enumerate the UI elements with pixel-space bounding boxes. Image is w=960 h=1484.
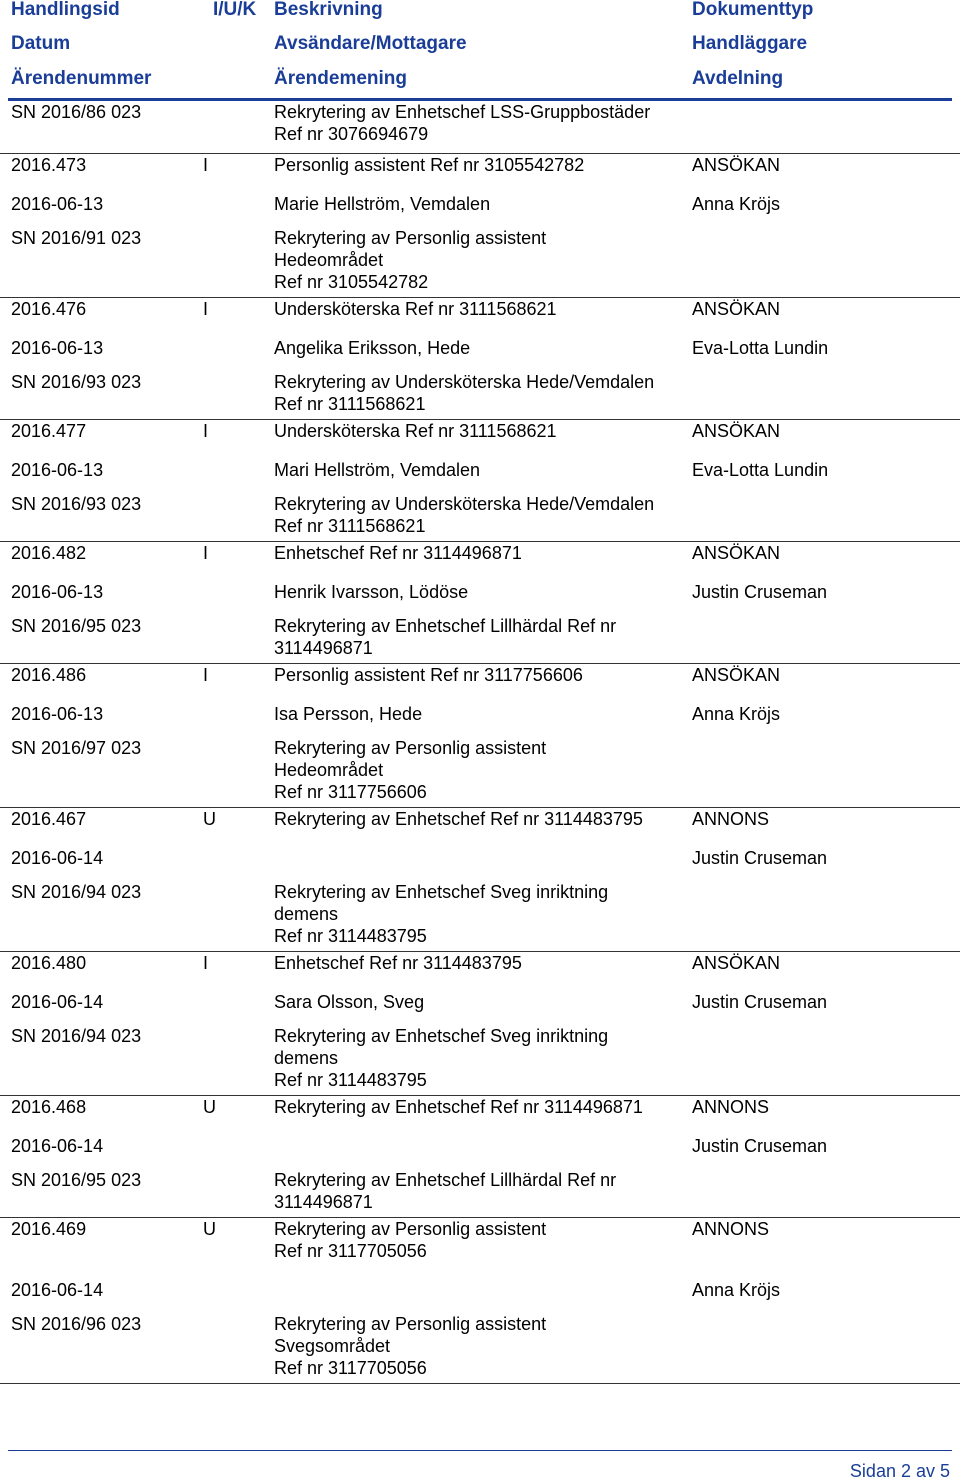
date: 2016-06-14	[11, 1136, 104, 1156]
case-subject	[274, 493, 654, 537]
case-subject-line: Rekrytering av Enhetschef Lillhärdal Ref nr	[274, 1170, 617, 1190]
case-subject	[274, 615, 616, 659]
case-number: SN 2016/94 023	[11, 882, 142, 902]
case-subject-line: Ref nr 3105542782	[274, 272, 429, 292]
description-line: Undersköterska Ref nr 3111568621	[274, 421, 557, 441]
record-row-case	[0, 1313, 960, 1383]
date: 2016-06-14	[11, 992, 104, 1012]
description-line: Personlig assistent Ref nr 3117756606	[274, 665, 583, 685]
column-header	[0, 0, 960, 100]
description-line: Personlig assistent Ref nr 3105542782	[274, 155, 585, 175]
record-row-id	[0, 808, 960, 847]
record-row-date	[0, 1279, 960, 1313]
record	[0, 664, 960, 808]
record	[0, 420, 960, 542]
record-row-date	[0, 991, 960, 1025]
document-type: ANSÖKAN	[692, 543, 781, 563]
case-number: SN 2016/95 023	[11, 1170, 142, 1190]
document-type: ANSÖKAN	[692, 299, 781, 319]
iuk-flag: I	[203, 953, 209, 973]
record	[0, 1218, 960, 1384]
case-subject-line: Ref nr 3117705056	[274, 1358, 427, 1378]
case-subject-line: Rekrytering av Enhetschef Lillhärdal Ref nr	[274, 616, 617, 636]
case-subject-line: Ref nr 3076694679	[274, 124, 429, 144]
iuk-flag: U	[203, 809, 216, 829]
record-row-case	[0, 101, 960, 153]
record-row-id	[0, 952, 960, 991]
description	[274, 952, 522, 974]
document-type: ANSÖKAN	[692, 665, 781, 685]
date: 2016-06-14	[11, 848, 104, 868]
iuk-flag: I	[203, 665, 209, 685]
description	[274, 1096, 643, 1118]
record-row-date	[0, 847, 960, 881]
handlingsid: 2016.468	[11, 1097, 87, 1117]
case-subject-line: Ref nr 3111568621	[274, 394, 426, 414]
iuk-flag: U	[203, 1097, 216, 1117]
case-subject	[274, 881, 608, 947]
document-type: ANSÖKAN	[692, 421, 781, 441]
header-handlaggare: Handläggare	[692, 33, 808, 54]
case-subject-line: Rekrytering av Enhetschef LSS-Gruppbostäder	[274, 102, 651, 122]
record-row-id	[0, 154, 960, 193]
document-type: ANNONS	[692, 809, 770, 829]
record-row-date	[0, 1135, 960, 1169]
sender: Sara Olsson, Sveg	[274, 992, 425, 1012]
record	[0, 154, 960, 298]
record-row-date	[0, 193, 960, 227]
sender: Isa Persson, Hede	[274, 704, 423, 724]
handlingsid: 2016.476	[11, 299, 87, 319]
case-number: SN 2016/94 023	[11, 1026, 142, 1046]
header-arendenummer: Ärendenummer	[11, 68, 152, 89]
case-subject-line: Ref nr 3114483795	[274, 1070, 427, 1090]
document-type: ANSÖKAN	[692, 953, 781, 973]
case-subject	[274, 1025, 608, 1091]
header-avsandare: Avsändare/Mottagare	[274, 33, 467, 54]
handlingsid: 2016.482	[11, 543, 87, 563]
iuk-flag: I	[203, 155, 209, 175]
record-row-id	[0, 1218, 960, 1279]
handlingsid: 2016.477	[11, 421, 87, 441]
case-subject-line: Hedeområdet	[274, 760, 384, 780]
case-subject-line: Rekrytering av Enhetschef Sveg inriktning	[274, 882, 609, 902]
handler: Justin Cruseman	[692, 1136, 828, 1156]
record-row-case	[0, 737, 960, 807]
header-handlingsid: Handlingsid	[11, 0, 120, 20]
iuk-flag: I	[203, 421, 209, 441]
case-subject-line: Rekrytering av Personlig assistent	[274, 1314, 547, 1334]
record	[0, 298, 960, 420]
case-subject-line: Rekrytering av Undersköterska Hede/Vemdalen	[274, 494, 655, 514]
description-line: Enhetschef Ref nr 3114483795	[274, 953, 522, 973]
sender: Mari Hellström, Vemdalen	[274, 460, 481, 480]
description	[274, 808, 643, 830]
document-type: ANNONS	[692, 1097, 770, 1117]
record-row-case	[0, 1169, 960, 1217]
case-subject-line: demens	[274, 904, 339, 924]
date: 2016-06-13	[11, 704, 104, 724]
description	[274, 420, 557, 442]
case-number: SN 2016/93 023	[11, 372, 142, 392]
record-row-case	[0, 371, 960, 419]
handlingsid: 2016.486	[11, 665, 87, 685]
header-dokumenttyp: Dokumenttyp	[692, 0, 814, 20]
iuk-flag: I	[203, 299, 209, 319]
case-number: SN 2016/96 023	[11, 1314, 142, 1334]
iuk-flag: U	[203, 1219, 216, 1239]
case-subject-line: 3114496871	[274, 1192, 373, 1212]
case-subject-line: demens	[274, 1048, 339, 1068]
date: 2016-06-13	[11, 194, 104, 214]
record-row-id	[0, 298, 960, 337]
case-subject-line: Ref nr 3114483795	[274, 926, 427, 946]
record-row-date	[0, 703, 960, 737]
case-subject-line: Ref nr 3111568621	[274, 516, 426, 536]
case-subject-line: Rekrytering av Undersköterska Hede/Vemdalen	[274, 372, 655, 392]
record-row-case	[0, 615, 960, 663]
record	[0, 808, 960, 952]
page-number: Sidan 2 av 5	[849, 1461, 950, 1481]
handler: Justin Cruseman	[692, 992, 828, 1012]
record-row-id	[0, 664, 960, 703]
footer-divider	[8, 1450, 952, 1451]
record-row-id	[0, 542, 960, 581]
header-avdelning: Avdelning	[692, 68, 784, 89]
case-subject	[274, 737, 546, 803]
record	[0, 1096, 960, 1218]
header-iuk: I/U/K	[213, 0, 257, 20]
case-subject-line: Rekrytering av Enhetschef Sveg inriktning	[274, 1026, 609, 1046]
document-type: ANNONS	[692, 1219, 770, 1239]
sender: Henrik Ivarsson, Lödöse	[274, 582, 469, 602]
case-number: SN 2016/95 023	[11, 616, 142, 636]
handlingsid: 2016.469	[11, 1219, 87, 1239]
case-number: SN 2016/97 023	[11, 738, 142, 758]
case-subject	[274, 227, 546, 293]
record	[0, 952, 960, 1096]
record-row-case	[0, 227, 960, 297]
case-subject-line: Ref nr 3117756606	[274, 782, 427, 802]
document-type: ANSÖKAN	[692, 155, 781, 175]
record-list	[0, 101, 960, 1384]
handlingsid: 2016.480	[11, 953, 87, 973]
case-subject	[274, 1169, 616, 1213]
date: 2016-06-13	[11, 582, 104, 602]
record-row-case	[0, 1025, 960, 1095]
iuk-flag: I	[203, 543, 209, 563]
description	[274, 1218, 546, 1262]
case-subject-line: 3114496871	[274, 638, 373, 658]
description-line: Rekrytering av Enhetschef Ref nr 3114483795	[274, 809, 643, 829]
date: 2016-06-13	[11, 460, 104, 480]
record-row-case	[0, 881, 960, 951]
handlingsid: 2016.473	[11, 155, 87, 175]
case-subject	[274, 371, 654, 415]
record	[0, 542, 960, 664]
case-subject-line: Rekrytering av Personlig assistent	[274, 738, 547, 758]
description	[274, 664, 583, 686]
case-subject	[274, 1313, 546, 1379]
description-line: Rekrytering av Personlig assistent	[274, 1219, 547, 1239]
description	[274, 298, 557, 320]
record-row-id	[0, 420, 960, 459]
handler: Eva-Lotta Lundin	[692, 338, 829, 358]
sender: Marie Hellström, Vemdalen	[274, 194, 491, 214]
handler: Anna Kröjs	[692, 704, 781, 724]
sender: Angelika Eriksson, Hede	[274, 338, 471, 358]
record-row-case	[0, 493, 960, 541]
handler: Justin Cruseman	[692, 582, 828, 602]
case-subject	[274, 101, 650, 145]
header-arendemening: Ärendemening	[274, 68, 408, 89]
record-row-date	[0, 337, 960, 371]
handler: Anna Kröjs	[692, 194, 781, 214]
case-subject-line: Svegsområdet	[274, 1336, 391, 1356]
description-line: Enhetschef Ref nr 3114496871	[274, 543, 522, 563]
case-number: SN 2016/91 023	[11, 228, 142, 248]
handlingsid: 2016.467	[11, 809, 87, 829]
case-subject-line: Rekrytering av Personlig assistent	[274, 228, 547, 248]
description-line: Undersköterska Ref nr 3111568621	[274, 299, 557, 319]
record	[0, 101, 960, 154]
case-subject-line: Hedeområdet	[274, 250, 384, 270]
record-row-date	[0, 459, 960, 493]
header-datum: Datum	[11, 33, 71, 54]
date: 2016-06-13	[11, 338, 104, 358]
record-row-date	[0, 581, 960, 615]
description	[274, 154, 584, 176]
description-line: Rekrytering av Enhetschef Ref nr 3114496871	[274, 1097, 643, 1117]
date: 2016-06-14	[11, 1280, 104, 1300]
handler: Anna Kröjs	[692, 1280, 781, 1300]
handler: Eva-Lotta Lundin	[692, 460, 829, 480]
description	[274, 542, 522, 564]
record-row-id	[0, 1096, 960, 1135]
case-number: SN 2016/86 023	[11, 102, 142, 122]
description-line: Ref nr 3117705056	[274, 1241, 427, 1261]
case-number: SN 2016/93 023	[11, 494, 142, 514]
header-beskrivning: Beskrivning	[274, 0, 383, 20]
handler: Justin Cruseman	[692, 848, 828, 868]
